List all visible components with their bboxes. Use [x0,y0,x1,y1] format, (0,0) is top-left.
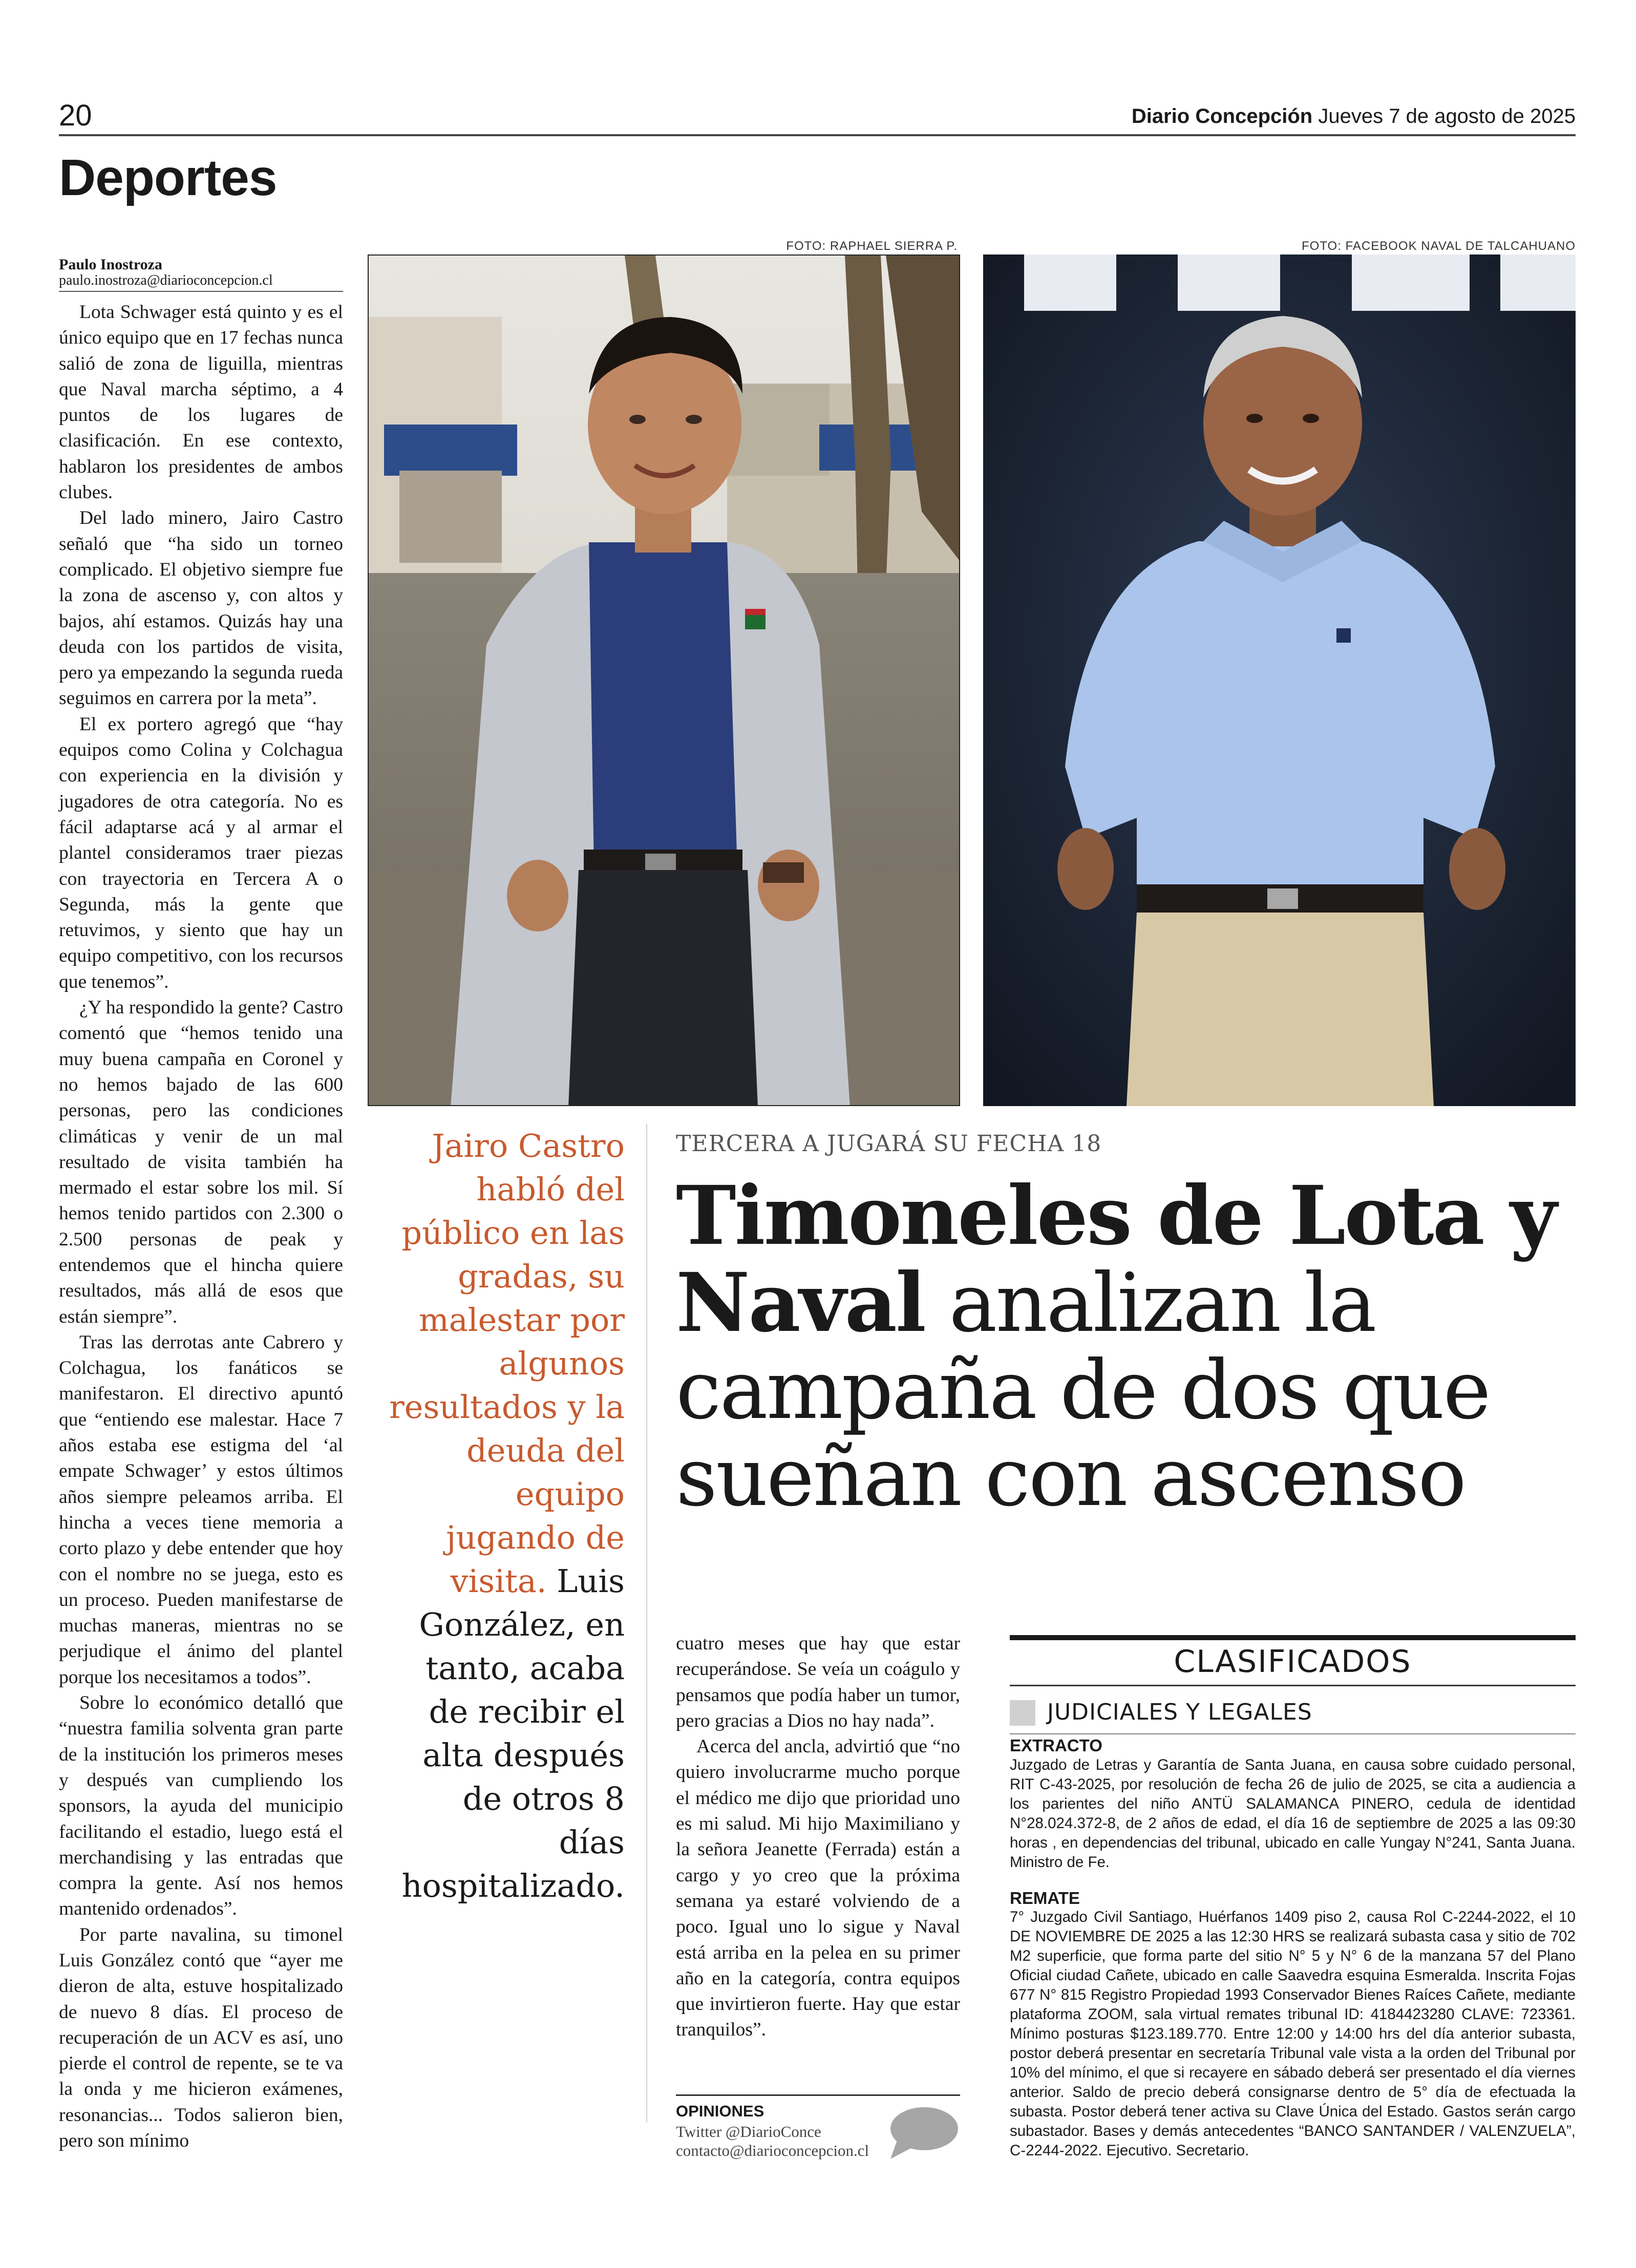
header-divider [59,134,1576,136]
paragraph: Acerca del ancla, advirtió que “no quiero involucrarme mucho porque el médico me dijo que prioridad uno es mi salud. Mi hijo Maximiliano y la señora Jeanette (Ferrada) están a cargo y yo creo que la próxima semana ya estaré volviendo de a poco. Igual uno lo sigue y Naval está arriba en la pelea en su primer año en la categoría, contra equipos que invirtieron fuerte. Hay que estar tranquilos”. [676,1736,960,2041]
headline [676,1169,1577,1524]
clasificados-title: CLASIFICADOS [1174,1644,1412,1680]
paragraph: Del lado minero, Jairo Castro señaló que “ha sido un torneo complicado. El objetivo siempre fue la zona de ascenso y, con altos y bajos, ahí estamos. Quizás hay una deuda con los partidos de visita, pero ya empezando la segunda rueda seguimos en carrera por la meta”. [59,507,343,709]
headline-rest: analizan la campaña de dos que sueñan con ascenso [676,1256,1490,1524]
photo-credit-right: FOTO: FACEBOOK NAVAL DE TALCAHUANO [1302,239,1576,253]
page-number: 20 [59,99,92,132]
author-name: Paulo Inostroza [59,256,162,273]
paragraph: Por parte navalina, su timonel Luis González contó que “ayer me dieron de alta, estuve hospitalizado de nuevo 8 días. El proceso de recuperación de un ACV es así, uno pierde el control de repente, se te va la onda y me hicieron exámenes, resonancias... Todos salieron bien, pero son mínimo [59,1924,343,2152]
speech-bubble-icon [887,2106,959,2162]
paragraph: Sobre lo económico detalló que “nuestra familia solventa gran parte de la institución los primeros meses y después van cumpliendo los sponsors, la ayuda del municipio facilitando el estadio, luego está el merchandising y las entradas que compra la gente. Así nos hemos mantenido ordenados”. [59,1692,343,1920]
article-column-1 [59,300,343,2154]
column-divider [646,1124,647,2123]
author-divider [59,291,343,292]
author-email[interactable]: paulo.inostroza@diarioconcepcion.cl [59,272,273,288]
section-marker-icon [1010,1700,1035,1726]
extracto-heading: EXTRACTO [1010,1736,1102,1755]
clasificados-subtitle: JUDICIALES Y LEGALES [1047,1699,1312,1725]
opiniones-divider [676,2094,960,2096]
clasificados-sub-divider [1010,1733,1576,1734]
pull-quote-rest: Luis González, en tanto, acaba de recibir el alta después de otros 8 días hospitalizado. [401,1562,625,1904]
extracto-text: Juzgado de Letras y Garantía de Santa Juana, en causa sobre cuidado personal, RIT C-43-2025, por resolución de fecha 26 de julio de 2025, se cita a audiencia a los parientes del niño ANTÜ SALAMANCA PINERO, cedula de identidad N°28.024.372-8, de 2 años de edad, el día 16 de septiembre de 2025 a las 09:30 horas , en dependencias del tribunal, ubicado en calle Yungay N°241, Santa Juana. Ministro de Fe. [1010,1756,1576,1871]
paragraph: Tras las derrotas ante Cabrero y Colchagua, los fanáticos se manifestaron. El directivo apuntó que “entiendo ese malestar. Hace 7 años estaba ese estigma del ‘al empate Schwager’ y estos últimos años siempre peleamos arriba. El hincha a veces tiene memoria a corto plazo y debe entender que hoy con el nombre no se juega, esto es un proceso. Pueden manifestarse de muchas maneras, mientras no se perjudique el ánimo del plantel porque los necesitamos a todos”. [59,1331,343,1688]
remate-text: 7° Juzgado Civil Santiago, Huérfanos 1409 piso 2, causa Rol C-2244-2022, el 10 DE NOVIEMBRE DE 2025 a las 12:30 HRS se realizará subasta casa y sitio de 702 M2 superficie, que forma parte del sitio N° 5 y N° 6 de la manzana 57 del Plano Oficial ciudad Cañete, ubicado en calle Saavedra esquina Esmeralda. Inscrita Fojas 677 N° 815 Registro Propiedad 1993 Conservador Bienes Raíces Cañete, mediante plataforma ZOOM, sala virtual remates tribunal ID: 4184423280 CLAVE: 723361. Mínimo posturas $123.189.770. Entre 12:00 y 14:00 hrs del día anterior subasta, postor deberá presentar en secretaría Tribunal vale vista a la orden del Tribunal por 10% del mínimo, el que si recayere en sábado deberá ser presentado el día viernes anterior. Saldo de precio deberá consignarse dentro de 5° día de efectuada la subasta. Postor deberá tener activa su Clave Única del Estado. Gastos serán cargo subastador. Bases y demás antecedentes “BANCO SANTANDER / VALENZUELA”, C-2244-2022. Ejecutivo. Secretario. [1010,1909,1576,2159]
article-column-3 [676,1631,960,2043]
photo-luis-gonzalez [983,255,1576,1106]
photo-credit-left: FOTO: RAPHAEL SIERRA P. [786,239,958,253]
photo-jairo-castro [368,255,960,1106]
opiniones-twitter[interactable]: Twitter @DiarioConce [676,2123,821,2140]
headline-bold: Timoneles de Lota y Naval [676,1169,1556,1350]
opiniones-email[interactable]: contacto@diarioconcepcion.cl [676,2142,869,2159]
paragraph: ¿Y ha respondido la gente? Castro comentó que “hemos tenido una muy buena campaña en Coronel y no hemos bajado de las 600 personas, pero las condiciones climáticas y venir de un mal resultado de visita también ha mermado el estar sobre los mil. Sí hemos tenido partidos con 2.300 o 2.500 personas de peak y entendemos que el hincha quiere resultados, más allá de esos que están siempre”. [59,997,343,1327]
pull-quote-highlight: Jairo Castro habló del público en las gradas, su malestar por algunos resultados y la deuda del equipo jugando de visita. [389,1127,625,1600]
clasificados-divider [1010,1685,1576,1686]
section-title: Deportes [59,149,277,206]
paragraph: El ex portero agregó que “hay equipos como Colina y Colchagua con experiencia en la división y jugadores de otra categoría. No es fácil adaptarse acá y al armar el plantel consideramos traer piezas con trayectoria en Tercera A o Segunda, más la gente que retuvimos, y siento que hay un equipo competitivo, con los recursos que tenemos”. [59,713,343,992]
masthead-line [1132,105,1576,128]
paper-name: Diario Concepción [1131,105,1313,128]
issue-date: Jueves 7 de agosto de 2025 [1318,105,1576,128]
clasificados-top-bar [1010,1635,1576,1640]
pull-quote [389,1124,625,1907]
opiniones-title: OPINIONES [676,2102,764,2120]
paragraph: Lota Schwager está quinto y es el único equipo que en 17 fechas nunca salió de zona de liguilla, mientras que Naval marcha séptimo, a 4 puntos de los lugares de clasificación. En ese contexto, hablaron los presidentes de ambos clubes. [59,302,343,503]
paragraph: cuatro meses que hay que estar recuperándose. Se veía un coágulo y pensamos que podía haber un tumor, pero gracias a Dios no hay nada”. [676,1633,960,1731]
remate-heading: REMATE [1010,1889,1080,1907]
kicker: TERCERA A JUGARÁ SU FECHA 18 [676,1131,1102,1157]
